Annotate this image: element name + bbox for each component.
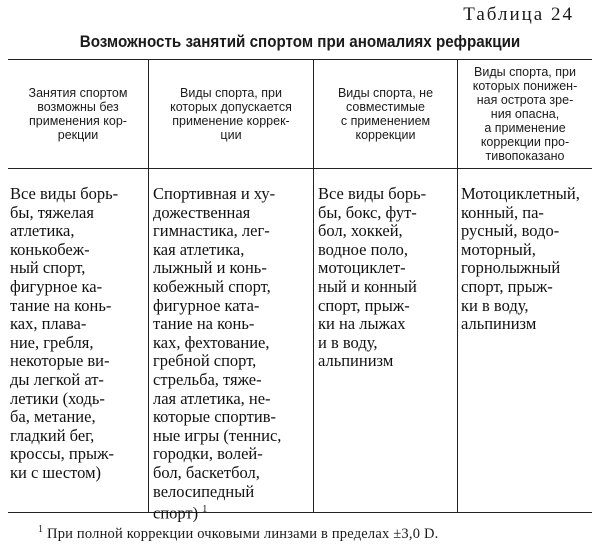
cell-no-correction: Все виды борь- бы, тяжелая атлетика, конькобеж- ный спорт, фигурное ка- тание на конь- ках, плава- ние, гребля, некоторые ви- ды легкой ат- летики (ходь- ба, метание, гладкий бег, кроссы, прыж- ки с шестом) [10,184,119,482]
footnote-text: При полной коррекции очковыми линзами в пределах ±3,0 D. [43,525,439,542]
cell-correction-incompatible: Все виды борь- бы, бокс, фут- бол, хоккей, водное поло, мотоциклет- ный и конный спорт, прыж- ки на лыжах и в воду, альпинизм [318,184,427,371]
header-correction-contraindicated: Виды спорта, при которых понижен- ная острота зре- ния опасна, а применение коррекции про- тивопоказано [472,65,578,163]
footnote-reference: 1 [202,504,208,516]
header-correction-allowed: Виды спорта, при которых допускается применение коррек- ции [170,86,292,142]
cell-correction-contraindicated: Мотоциклетный, конный, па- русный, водо- моторный, горнолыжный спорт, прыж- ки в воду, альпинизм [461,184,580,334]
table-caption: Возможность занятий спортом при аномалиях рефракции [79,33,521,51]
header-correction-incompatible: Виды спорта, не совместимые с применением коррекции [337,86,434,142]
table-top-rule [8,59,592,60]
header-no-correction: Занятия спортом возможны без применения кор- рекции [28,86,128,142]
cell-correction-allowed [153,185,305,523]
table-number: Таблица 24 [463,4,574,25]
footnote-mark: 1 [38,524,44,535]
footnote [38,524,438,543]
cell-correction-allowed-text: Спортивная и ху- дожественная гимнастика, лег- кая атлетика, лыжный и конь- кобежный спорт, фигурное ката- тание на конь- ках, фехтование, гребной спорт, стрельба, тяже- лая атлетика, не- которые спортив- ные игры (теннис, городки, волей- бол, баскетбол, велосипедный спорт) [153,184,282,523]
table-header-rule [8,168,592,169]
